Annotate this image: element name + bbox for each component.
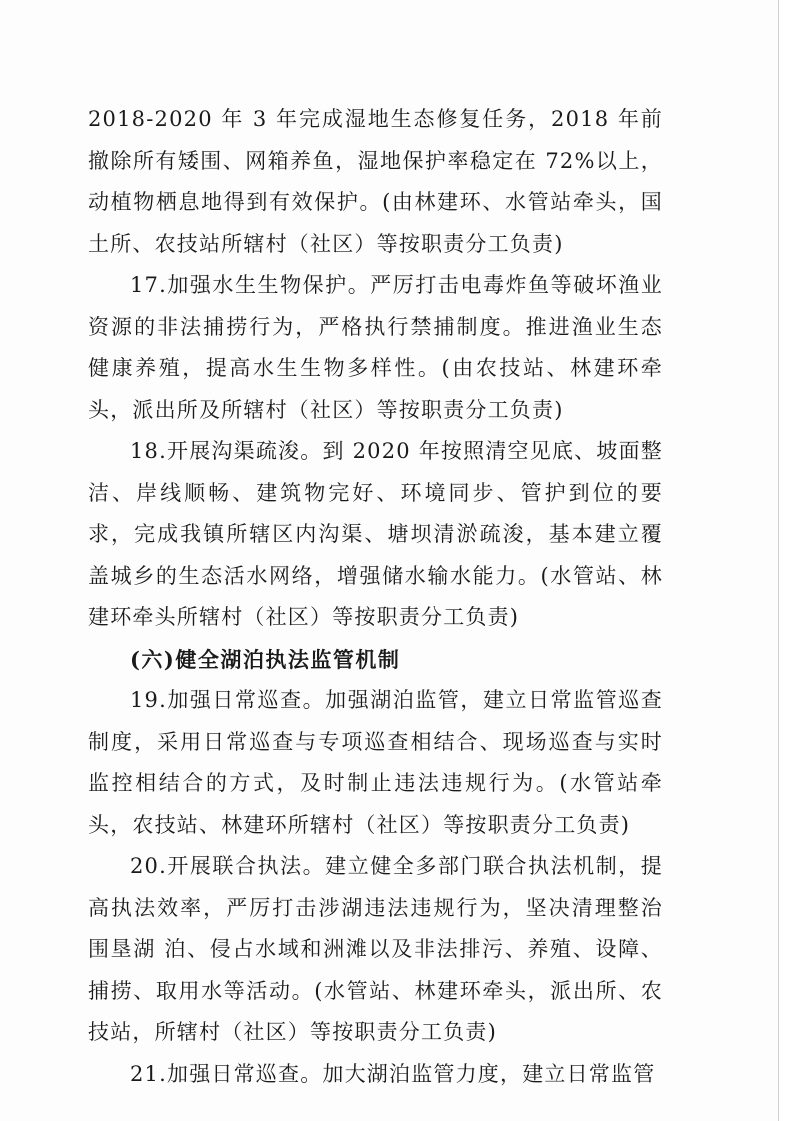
paragraph-20: 20.开展联合执法。建立健全多部门联合执法机制，提高执法效率，严厉打击涉湖违法违规行为，坚决清理整治围垦湖 泊、侵占水域和洲滩以及非法排污、养殖、设障、捕捞、取用水等活动。(水管站、林建环牵头，派出所、农技站，所辖村（社区）等按职责分工负责) [88, 854, 663, 1044]
paragraph-21: 21.加强日常巡查。加大湖泊监管力度，建立日常监管 [130, 1061, 656, 1086]
paragraph-19: 19.加强日常巡查。加强湖泊监管，建立日常监管巡查制度，采用日常巡查与专项巡查相结合、现场巡查与实时监控相结合的方式，及时制止违法违规行为。(水管站牵头，农技站、林建环所辖村（社区）等按职责分工负责) [88, 688, 663, 837]
document-body [88, 99, 663, 1095]
scan-edge [778, 0, 793, 1121]
paragraph-16-continued: 2018-2020 年 3 年完成湿地生态修复任务，2018 年前撤除所有矮围、网箱养鱼，湿地保护率稳定在 72%以上，动植物栖息地得到有效保护。(由林建环、水管站牵头，国土所、农技站所辖村（社区）等按职责分工负责) [88, 107, 663, 256]
paragraph-17: 17.加强水生生物保护。严厉打击电毒炸鱼等破坏渔业资源的非法捕捞行为，严格执行禁捕制度。推进渔业生态健康养殖，提高水生生物多样性。(由农技站、林建环牵头，派出所及所辖村（社区）等按职责分工负责) [88, 273, 663, 422]
paragraph-18: 18.开展沟渠疏浚。到 2020 年按照清空见底、坡面整洁、岸线顺畅、建筑物完好、环境同步、管护到位的要求，完成我镇所辖区内沟渠、塘坝清淤疏浚，基本建立覆盖城乡的生态活水网络，增强储水输水能力。(水管站、林建环牵头所辖村（社区）等按职责分工负责) [88, 439, 663, 629]
section-heading: (六)健全湖泊执法监管机制 [130, 646, 401, 672]
